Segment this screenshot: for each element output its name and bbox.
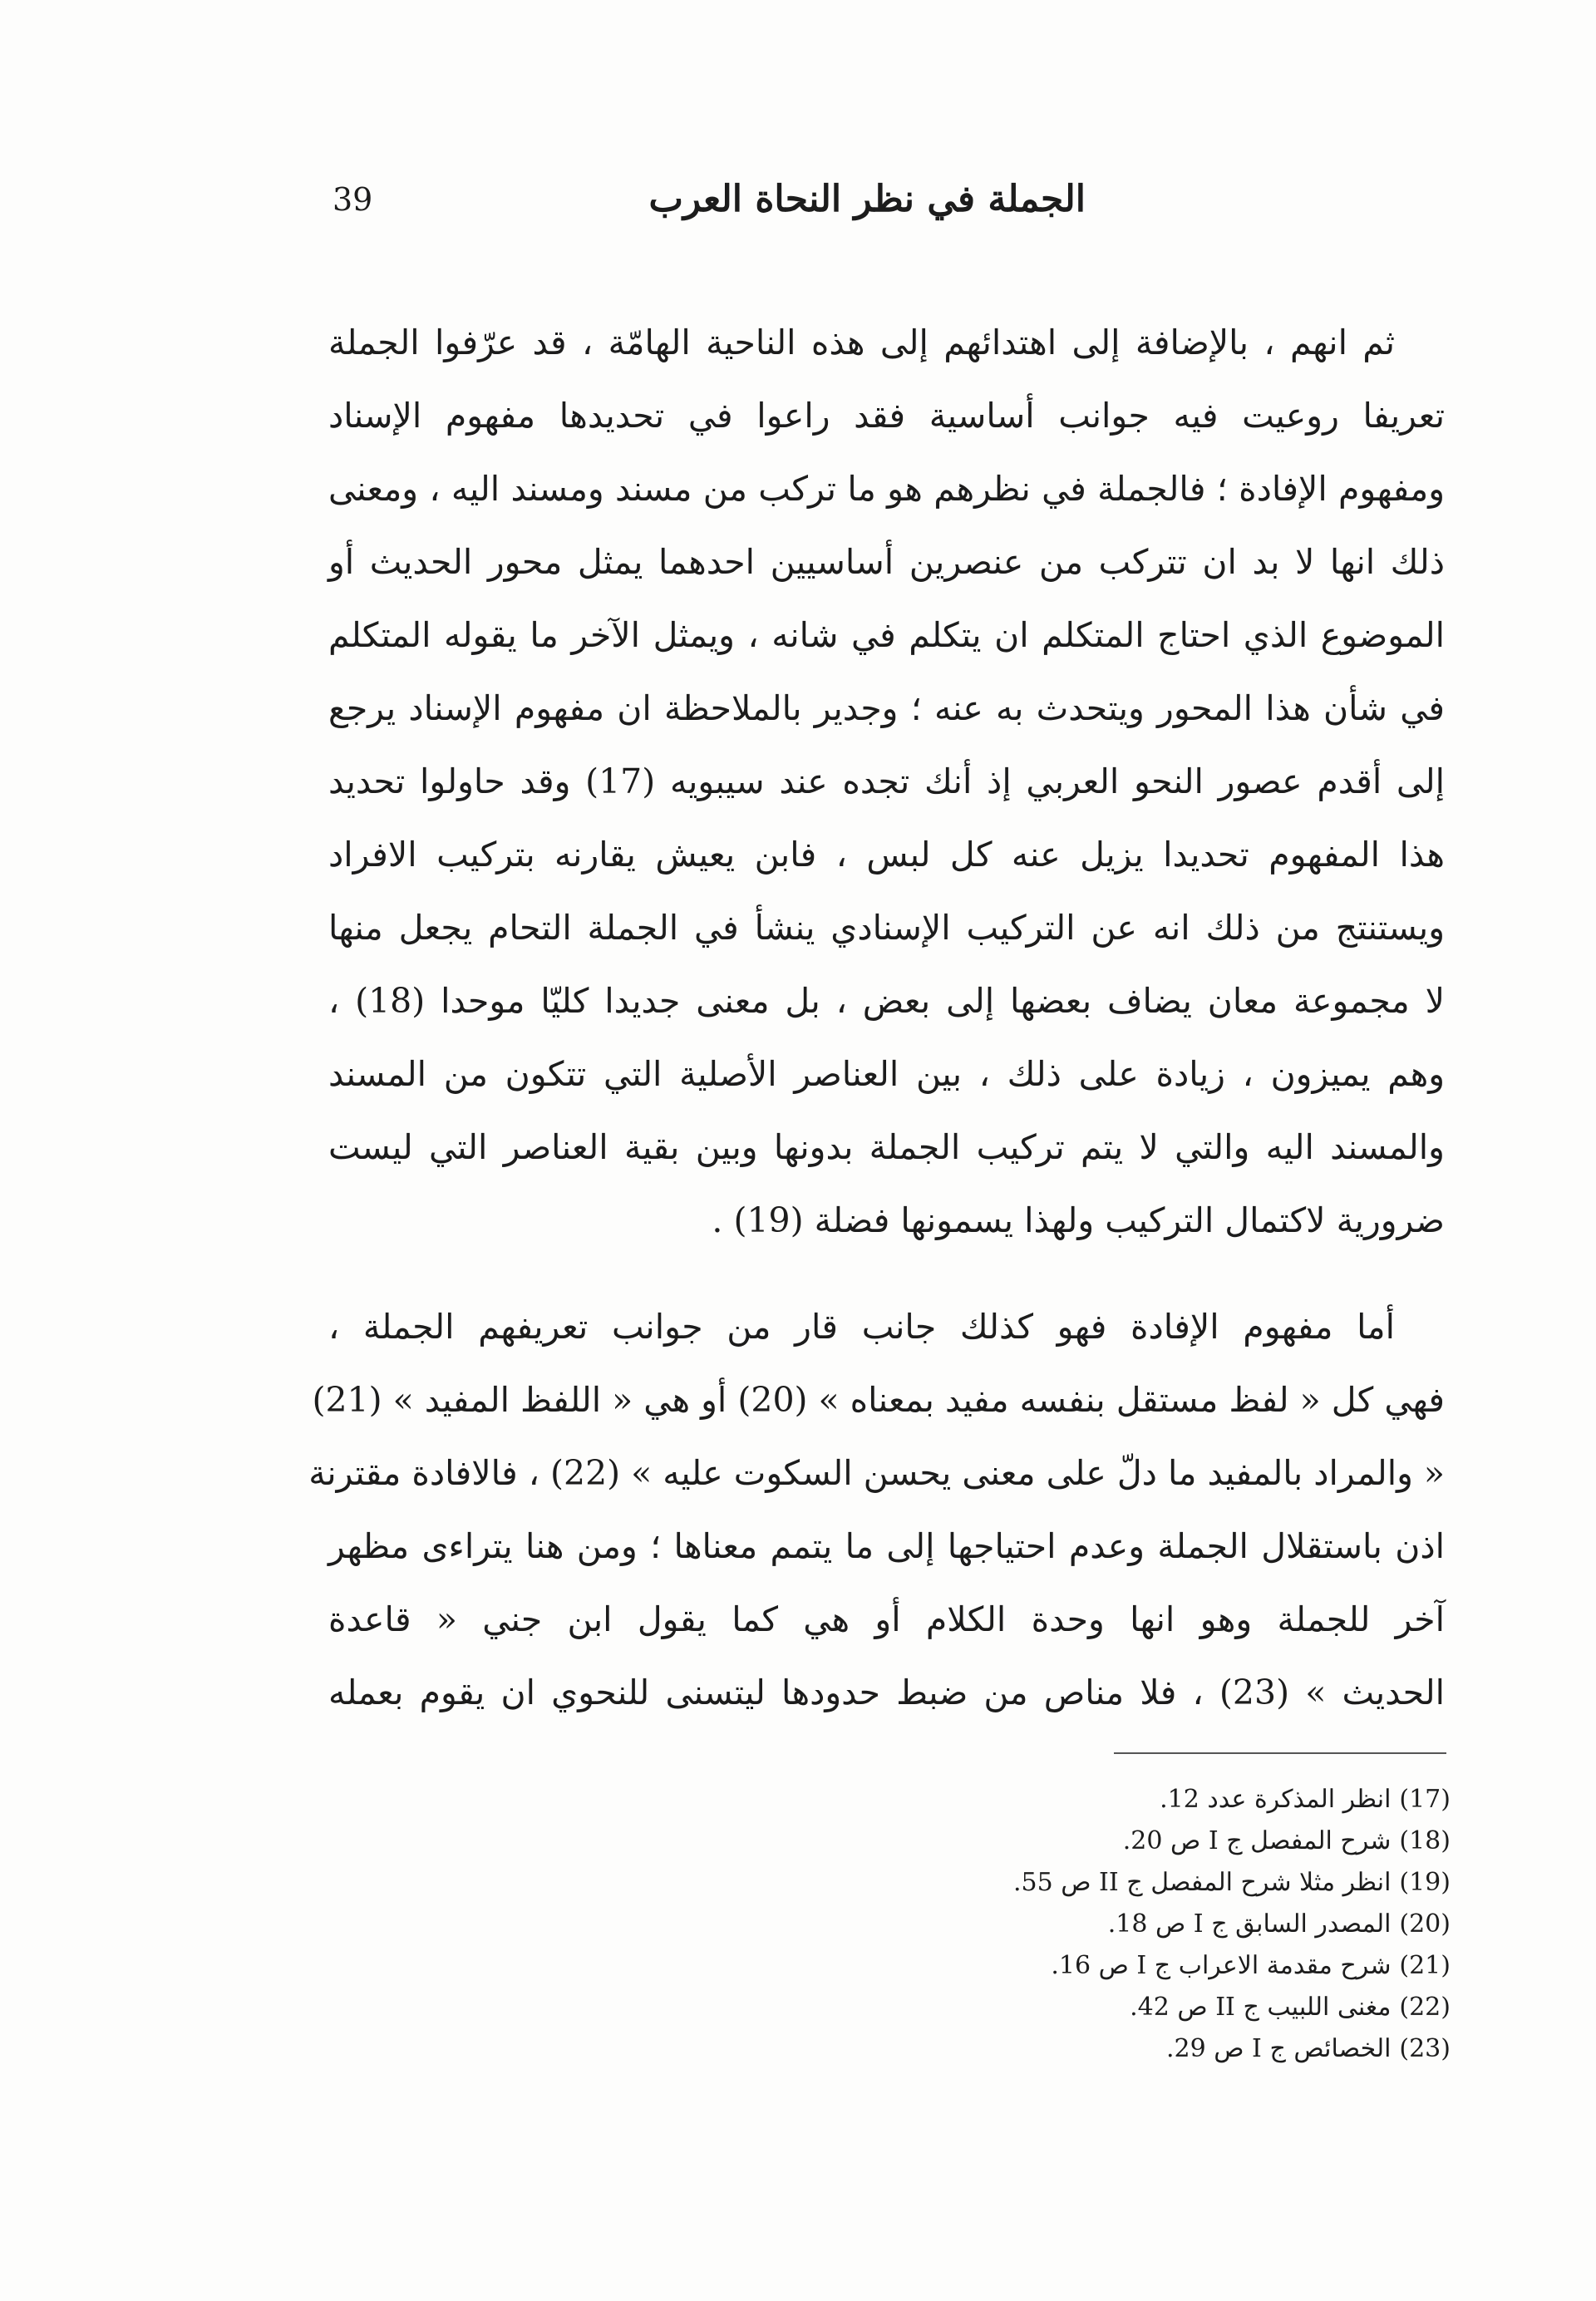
- text-line: أما مفهوم الإفادة فهو كذلك جانب قار من جوانب تعريفهم الجملة ،: [328, 1307, 1395, 1347]
- footnote: [869, 1987, 1451, 2028]
- text-line: تعريفا روعيت فيه جوانب أساسية فقد راعوا في تحديدها مفهوم الإسناد: [328, 396, 1445, 436]
- footnote-text: انظر المذكرة عدد 12.: [1160, 1785, 1392, 1814]
- text-line: وهم يميزون ، زيادة على ذلك ، بين العناصر الأصلية التي تتكون من المسند: [328, 1054, 1445, 1094]
- text-line: في شأن هذا المحور ويتحدث به عنه ؛ وجدير بالملاحظة ان مفهوم الإسناد يرجع: [328, 688, 1445, 728]
- footnote-number: (22): [1399, 1993, 1451, 2022]
- footnote-text: انظر مثلا شرح المفصل ج II ص 55.: [1012, 1868, 1392, 1897]
- text-line: ثم انهم ، بالإضافة إلى اهتدائهم إلى هذه الناحية الهامّة ، قد عرّفوا الجملة: [328, 323, 1395, 362]
- body-text: [308, 306, 1446, 1729]
- text-line: ويستنتج من ذلك انه عن التركيب الإسنادي ينشأ في الجملة التحام يجعل منها: [328, 908, 1445, 948]
- running-head: [332, 170, 1086, 229]
- footnote-number: (17): [1399, 1785, 1451, 1814]
- footnote-text: المصدر السابق ج I ص 18.: [1107, 1909, 1392, 1939]
- text-line: ضرورية لاكتمال التركيب ولهذا يسمونها فضلة (19) .: [712, 1200, 1445, 1240]
- text-line: هذا المفهوم تحديدا يزيل عنه كل لبس ، فابن يعيش يقارنه بتركيب الافراد: [328, 835, 1445, 875]
- page-number: 39: [332, 181, 373, 218]
- text-line: الموضوع الذي احتاج المتكلم ان يتكلم في شانه ، ويمثل الآخر ما يقوله المتكلم: [328, 615, 1445, 655]
- footnote-number: (23): [1399, 2034, 1451, 2063]
- text-line: ذلك انها لا بد ان تتركب من عنصرين أساسيين احدهما يمثل محور الحديث أو: [328, 542, 1445, 582]
- text-line: الحديث » (23) ، فلا مناص من ضبط حدودها ليتسنى للنحوي ان يقوم بعمله: [328, 1673, 1446, 1712]
- text-line: آخر للجملة وهو انها وحدة الكلام أو هي كما يقول ابن جني « قاعدة: [328, 1599, 1445, 1639]
- footnote-number: (20): [1399, 1909, 1451, 1939]
- paragraph: [328, 306, 1445, 1257]
- paragraph: [308, 1290, 1446, 1729]
- footnote-number: (21): [1399, 1951, 1451, 1980]
- footnote: [869, 1779, 1451, 1821]
- text-line: ومفهوم الإفادة ؛ فالجملة في نظرهم هو ما تركب من مسند ومسند اليه ، ومعنى: [328, 469, 1445, 509]
- text-line: لا مجموعة معان يضاف بعضها إلى بعض ، بل معنى جديدا كليّا موحدا (18) ،: [328, 981, 1446, 1021]
- footnote: [869, 1904, 1451, 1945]
- footnote: [869, 1821, 1451, 1862]
- text-line: والمسند اليه والتي لا يتم تركيب الجملة بدونها وبين بقية العناصر التي ليست: [328, 1127, 1445, 1167]
- text-line: فهي كل « لفظ مستقل بنفسه مفيد بمعناه » (20) أو هي « اللفظ المفيد » (21): [312, 1380, 1445, 1420]
- footnote-text: شرح المفصل ج I ص 20.: [1122, 1826, 1392, 1855]
- footnote: [869, 2028, 1451, 2070]
- text-line: إلى أقدم عصور النحو العربي إذ أنك تجده عند سيبويه (17) وقد حاولوا تحديد: [328, 761, 1445, 801]
- footnote-text: الخصائص ج I ص 29.: [1165, 2034, 1392, 2063]
- text-line: « والمراد بالمفيد ما دلّ على معنى يحسن السكوت عليه » (22) ، فالافادة مقترنة: [308, 1453, 1445, 1493]
- footnote-text: مغنى اللبيب ج II ص 42.: [1130, 1993, 1392, 2022]
- footnote-divider: [1114, 1752, 1446, 1754]
- text-line: اذن باستقلال الجملة وعدم احتياجها إلى ما يتمم معناها ؛ ومن هنا يتراءى مظهر: [328, 1526, 1445, 1566]
- footnote-number: (19): [1399, 1868, 1451, 1897]
- footnote-text: شرح مقدمة الاعراب ج I ص 16.: [1051, 1951, 1392, 1980]
- footnote: [869, 1945, 1451, 1987]
- running-title: الجملة في نظر النحاة العرب: [648, 178, 1086, 220]
- footnote: [869, 1862, 1451, 1904]
- footnotes: [869, 1779, 1451, 2070]
- footnote-number: (18): [1399, 1826, 1451, 1855]
- paragraph-gap: [328, 1257, 1445, 1290]
